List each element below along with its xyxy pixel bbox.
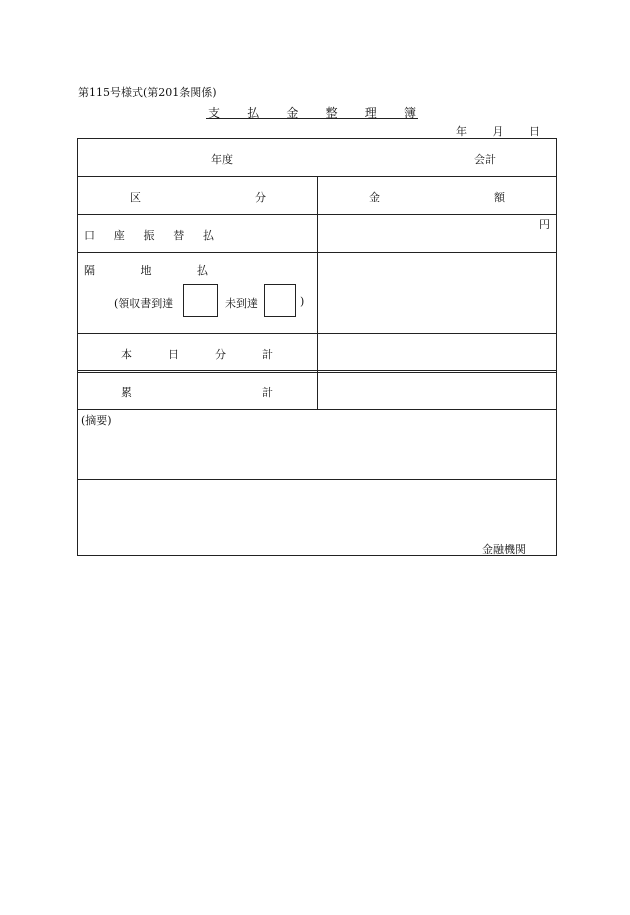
- label-char: 本: [121, 348, 132, 361]
- cumulative-total-label: [121, 384, 273, 400]
- category-header-char: 分: [255, 191, 266, 204]
- date-day-label: 日: [529, 125, 540, 138]
- label-char: 替: [173, 229, 185, 242]
- label-char: 座: [113, 229, 125, 242]
- fiscal-year-label: 年度: [211, 153, 233, 166]
- financial-institution-label: 金融機関: [482, 543, 526, 556]
- label-char: 振: [143, 229, 155, 242]
- daily-total-label: [121, 346, 273, 362]
- title-char: 整: [325, 106, 338, 120]
- date-year-label: 年: [456, 125, 467, 138]
- label-char: 払: [197, 264, 208, 277]
- category-header: [130, 189, 266, 205]
- label-char: 累: [121, 386, 132, 399]
- label-char: 口: [84, 229, 95, 242]
- label-char: 払: [203, 229, 214, 242]
- receipt-not-arrived-checkbox[interactable]: [264, 284, 296, 317]
- label-char: 地: [140, 264, 152, 277]
- label-char: 計: [262, 386, 273, 399]
- title-char: 支: [208, 106, 221, 120]
- date-month-label: 月: [492, 125, 504, 138]
- account-transfer-label: [84, 227, 214, 243]
- remote-payment-label: [84, 262, 208, 278]
- close-paren: ): [300, 295, 305, 308]
- receipt-arrived-checkbox[interactable]: [183, 284, 218, 317]
- title-char: 払: [247, 106, 260, 120]
- title-char: 簿: [403, 106, 416, 120]
- account-label: 会計: [474, 153, 496, 166]
- label-char: 隔: [84, 264, 95, 277]
- row-divider: [77, 409, 557, 410]
- title-char: 金: [286, 106, 299, 120]
- summary-label: (摘要): [81, 414, 112, 427]
- column-divider: [317, 176, 318, 409]
- amount-header: [369, 189, 505, 205]
- amount-header-char: 額: [494, 191, 505, 204]
- form-number: 第115号様式(第201条関係): [78, 86, 217, 99]
- category-header-char: 区: [130, 191, 141, 204]
- label-char: 計: [262, 348, 273, 361]
- yen-unit: 円: [539, 218, 550, 231]
- receipt-not-arrived-label: 未到達: [225, 297, 258, 310]
- date-line: [456, 123, 540, 139]
- label-char: 分: [215, 348, 226, 361]
- label-char: 日: [168, 348, 179, 361]
- amount-header-char: 金: [369, 191, 380, 204]
- receipt-arrived-label: (領収書到達: [114, 297, 174, 310]
- title-underline: [206, 118, 418, 119]
- row-divider: [77, 479, 557, 480]
- title-char: 理: [364, 106, 377, 120]
